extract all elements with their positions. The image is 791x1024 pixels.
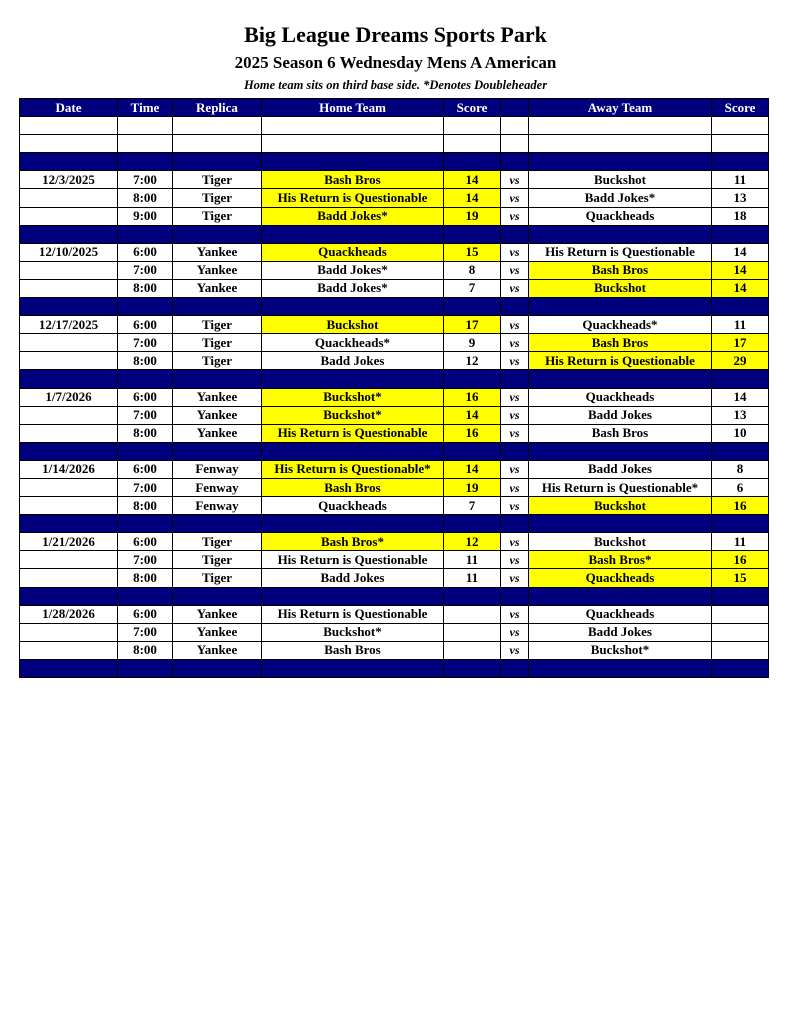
- home-score: 12: [444, 352, 501, 370]
- home-team: Quackheads: [262, 243, 444, 261]
- game-date: [20, 261, 118, 279]
- schedule-body: [20, 117, 769, 678]
- game-date: [20, 623, 118, 641]
- game-row: [20, 623, 769, 641]
- game-row: [20, 189, 769, 207]
- game-row: [20, 334, 769, 352]
- week-separator: [20, 659, 769, 677]
- away-score: [712, 623, 769, 641]
- game-replica: Yankee: [173, 424, 262, 442]
- home-team: Badd Jokes*: [262, 279, 444, 297]
- away-score: 8: [712, 460, 769, 478]
- game-time: 6:00: [118, 388, 173, 406]
- home-score: 15: [444, 243, 501, 261]
- vs-label: vs: [501, 551, 529, 569]
- game-row: [20, 605, 769, 623]
- game-date: [20, 497, 118, 515]
- game-date: 1/28/2026: [20, 605, 118, 623]
- away-team: Badd Jokes: [529, 623, 712, 641]
- away-score: 10: [712, 424, 769, 442]
- home-score: 12: [444, 533, 501, 551]
- home-score: 17: [444, 316, 501, 334]
- game-time: 7:00: [118, 478, 173, 496]
- schedule-table: [19, 98, 769, 678]
- game-replica: Yankee: [173, 406, 262, 424]
- away-score: 18: [712, 207, 769, 225]
- game-row: [20, 279, 769, 297]
- vs-label: vs: [501, 460, 529, 478]
- game-date: 1/21/2026: [20, 533, 118, 551]
- vs-label: vs: [501, 569, 529, 587]
- game-replica: Tiger: [173, 551, 262, 569]
- home-score: 9: [444, 334, 501, 352]
- vs-label: vs: [501, 334, 529, 352]
- away-score: [712, 605, 769, 623]
- week-separator: [20, 298, 769, 316]
- away-score: [712, 641, 769, 659]
- away-team: Quackheads: [529, 207, 712, 225]
- header-row: [20, 99, 769, 117]
- away-team: Bash Bros: [529, 424, 712, 442]
- away-team: Quackheads*: [529, 316, 712, 334]
- game-time: 6:00: [118, 605, 173, 623]
- home-score: 16: [444, 424, 501, 442]
- away-score: 11: [712, 316, 769, 334]
- page-title: Big League Dreams Sports Park: [244, 22, 547, 47]
- header-home-score: Score: [444, 99, 501, 117]
- game-date: 1/14/2026: [20, 460, 118, 478]
- game-replica: Yankee: [173, 279, 262, 297]
- vs-label: vs: [501, 424, 529, 442]
- week-separator: [20, 587, 769, 605]
- away-score: 16: [712, 551, 769, 569]
- away-team: Buckshot: [529, 279, 712, 297]
- game-replica: Yankee: [173, 641, 262, 659]
- vs-label: vs: [501, 189, 529, 207]
- home-team: His Return is Questionable*: [262, 460, 444, 478]
- away-score: 11: [712, 533, 769, 551]
- game-time: 7:00: [118, 406, 173, 424]
- game-time: 8:00: [118, 424, 173, 442]
- game-date: [20, 352, 118, 370]
- game-row: [20, 352, 769, 370]
- game-date: [20, 207, 118, 225]
- home-team: Bash Bros: [262, 478, 444, 496]
- week-separator: [20, 225, 769, 243]
- blank-row: [20, 117, 769, 135]
- game-replica: Tiger: [173, 189, 262, 207]
- blank-row: [20, 135, 769, 153]
- away-team: Buckshot: [529, 171, 712, 189]
- header-replica: Replica: [173, 99, 262, 117]
- home-team: Bash Bros*: [262, 533, 444, 551]
- home-team: Buckshot*: [262, 388, 444, 406]
- game-row: [20, 171, 769, 189]
- game-row: [20, 460, 769, 478]
- vs-label: vs: [501, 406, 529, 424]
- game-row: [20, 533, 769, 551]
- home-team: Buckshot: [262, 316, 444, 334]
- header-vs: [501, 99, 529, 117]
- away-team: Buckshot: [529, 497, 712, 515]
- away-score: 13: [712, 406, 769, 424]
- away-score: 11: [712, 171, 769, 189]
- game-row: [20, 261, 769, 279]
- header-away-score: Score: [712, 99, 769, 117]
- vs-label: vs: [501, 478, 529, 496]
- vs-label: vs: [501, 279, 529, 297]
- game-replica: Fenway: [173, 460, 262, 478]
- vs-label: vs: [501, 316, 529, 334]
- page-subtitle: 2025 Season 6 Wednesday Mens A American: [234, 53, 557, 72]
- home-team: Badd Jokes*: [262, 261, 444, 279]
- vs-label: vs: [501, 388, 529, 406]
- game-replica: Fenway: [173, 478, 262, 496]
- home-score: 14: [444, 189, 501, 207]
- away-score: 13: [712, 189, 769, 207]
- home-team: Quackheads*: [262, 334, 444, 352]
- away-team: Badd Jokes*: [529, 189, 712, 207]
- away-score: 14: [712, 243, 769, 261]
- away-team: Bash Bros*: [529, 551, 712, 569]
- game-replica: Tiger: [173, 207, 262, 225]
- vs-label: vs: [501, 352, 529, 370]
- home-team: Buckshot*: [262, 623, 444, 641]
- game-replica: Yankee: [173, 388, 262, 406]
- game-row: [20, 478, 769, 496]
- week-separator: [20, 515, 769, 533]
- game-row: [20, 641, 769, 659]
- game-date: [20, 334, 118, 352]
- game-row: [20, 316, 769, 334]
- home-team: His Return is Questionable: [262, 551, 444, 569]
- game-time: 8:00: [118, 189, 173, 207]
- away-team: Bash Bros: [529, 261, 712, 279]
- game-replica: Yankee: [173, 243, 262, 261]
- game-replica: Tiger: [173, 171, 262, 189]
- header-time: Time: [118, 99, 173, 117]
- game-date: [20, 551, 118, 569]
- header-away-team: Away Team: [529, 99, 712, 117]
- home-score: 11: [444, 551, 501, 569]
- home-team: Bash Bros: [262, 171, 444, 189]
- away-team: Quackheads: [529, 605, 712, 623]
- home-score: 14: [444, 460, 501, 478]
- home-team: Bash Bros: [262, 641, 444, 659]
- game-replica: Yankee: [173, 261, 262, 279]
- game-date: [20, 406, 118, 424]
- game-time: 8:00: [118, 497, 173, 515]
- home-score: 7: [444, 279, 501, 297]
- game-replica: Tiger: [173, 533, 262, 551]
- header-home-team: Home Team: [262, 99, 444, 117]
- home-score: 7: [444, 497, 501, 515]
- game-row: [20, 243, 769, 261]
- game-row: [20, 424, 769, 442]
- week-separator: [20, 442, 769, 460]
- away-team: Buckshot*: [529, 641, 712, 659]
- home-team: His Return is Questionable: [262, 189, 444, 207]
- home-score: 16: [444, 388, 501, 406]
- away-team: Quackheads: [529, 569, 712, 587]
- away-team: Quackheads: [529, 388, 712, 406]
- home-score: 19: [444, 478, 501, 496]
- vs-label: vs: [501, 243, 529, 261]
- vs-label: vs: [501, 207, 529, 225]
- game-row: [20, 497, 769, 515]
- vs-label: vs: [501, 605, 529, 623]
- game-date: [20, 641, 118, 659]
- vs-label: vs: [501, 497, 529, 515]
- vs-label: vs: [501, 533, 529, 551]
- home-team: His Return is Questionable: [262, 605, 444, 623]
- home-score: 11: [444, 569, 501, 587]
- week-separator: [20, 153, 769, 171]
- game-time: 9:00: [118, 207, 173, 225]
- game-time: 7:00: [118, 623, 173, 641]
- vs-label: vs: [501, 261, 529, 279]
- game-row: [20, 551, 769, 569]
- away-score: 14: [712, 279, 769, 297]
- home-score: 14: [444, 406, 501, 424]
- away-score: 14: [712, 388, 769, 406]
- game-row: [20, 569, 769, 587]
- home-score: 14: [444, 171, 501, 189]
- game-time: 7:00: [118, 171, 173, 189]
- game-replica: Yankee: [173, 623, 262, 641]
- home-team: Badd Jokes*: [262, 207, 444, 225]
- away-team: Buckshot: [529, 533, 712, 551]
- home-team: Badd Jokes: [262, 352, 444, 370]
- game-replica: Tiger: [173, 352, 262, 370]
- game-time: 8:00: [118, 641, 173, 659]
- game-date: 12/17/2025: [20, 316, 118, 334]
- game-time: 6:00: [118, 316, 173, 334]
- game-date: [20, 569, 118, 587]
- home-team: His Return is Questionable: [262, 424, 444, 442]
- away-team: His Return is Questionable: [529, 352, 712, 370]
- game-date: 12/3/2025: [20, 171, 118, 189]
- game-time: 7:00: [118, 261, 173, 279]
- away-team: His Return is Questionable*: [529, 478, 712, 496]
- home-team: Buckshot*: [262, 406, 444, 424]
- away-score: 16: [712, 497, 769, 515]
- game-time: 7:00: [118, 551, 173, 569]
- home-score: [444, 641, 501, 659]
- home-score: 19: [444, 207, 501, 225]
- home-team: Quackheads: [262, 497, 444, 515]
- game-time: 8:00: [118, 279, 173, 297]
- game-row: [20, 406, 769, 424]
- away-team: Badd Jokes: [529, 460, 712, 478]
- away-team: Bash Bros: [529, 334, 712, 352]
- game-date: 1/7/2026: [20, 388, 118, 406]
- vs-label: vs: [501, 171, 529, 189]
- game-row: [20, 207, 769, 225]
- vs-label: vs: [501, 623, 529, 641]
- game-time: 6:00: [118, 533, 173, 551]
- game-replica: Tiger: [173, 334, 262, 352]
- header-date: Date: [20, 99, 118, 117]
- home-score: 8: [444, 261, 501, 279]
- game-replica: Yankee: [173, 605, 262, 623]
- game-row: [20, 388, 769, 406]
- away-score: 17: [712, 334, 769, 352]
- game-time: 7:00: [118, 334, 173, 352]
- home-score: [444, 605, 501, 623]
- away-score: 29: [712, 352, 769, 370]
- game-replica: Tiger: [173, 316, 262, 334]
- game-time: 6:00: [118, 243, 173, 261]
- schedule-note: Home team sits on third base side. *Denotes Doubleheader: [243, 78, 548, 92]
- game-replica: Tiger: [173, 569, 262, 587]
- game-replica: Fenway: [173, 497, 262, 515]
- game-date: [20, 424, 118, 442]
- vs-label: vs: [501, 641, 529, 659]
- game-date: [20, 189, 118, 207]
- game-time: 8:00: [118, 569, 173, 587]
- away-team: Badd Jokes: [529, 406, 712, 424]
- away-score: 14: [712, 261, 769, 279]
- home-team: Badd Jokes: [262, 569, 444, 587]
- game-date: [20, 279, 118, 297]
- home-score: [444, 623, 501, 641]
- away-score: 6: [712, 478, 769, 496]
- game-time: 8:00: [118, 352, 173, 370]
- week-separator: [20, 370, 769, 388]
- game-time: 6:00: [118, 460, 173, 478]
- away-score: 15: [712, 569, 769, 587]
- away-team: His Return is Questionable: [529, 243, 712, 261]
- game-date: 12/10/2025: [20, 243, 118, 261]
- game-date: [20, 478, 118, 496]
